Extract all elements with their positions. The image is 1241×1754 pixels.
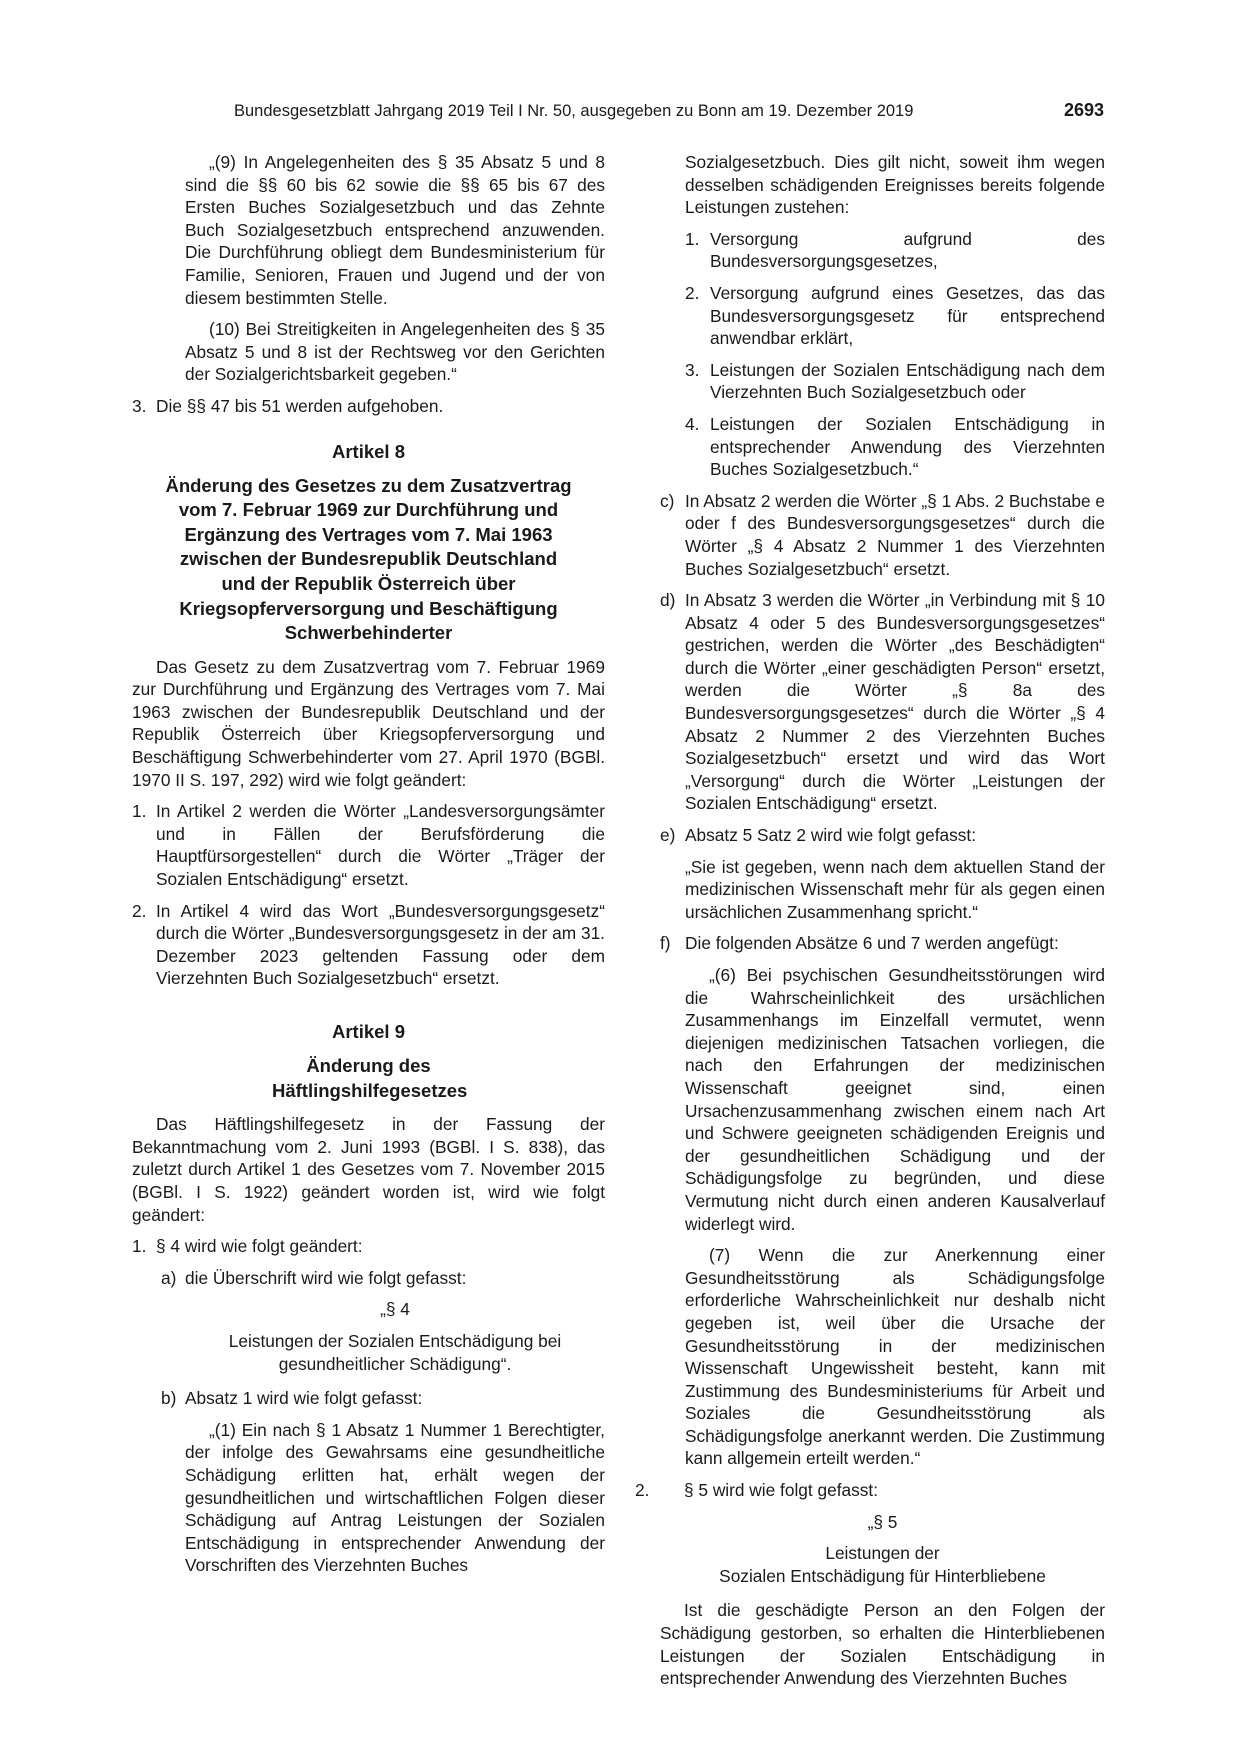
article-8-heading: Artikel 8 <box>331 440 405 462</box>
section-5-number: „§ 5 <box>867 1511 898 1532</box>
item-number: 2. <box>685 282 700 303</box>
sub-item-letter: f) <box>660 933 671 954</box>
right-column <box>635 151 1105 1699</box>
list-item <box>660 228 1105 273</box>
absatz-7-text: (7) Wenn die zur Anerkennung einer Gesundheitsstörung als Schädigungsfolge erforderliche Wahrscheinlichkeit nur deshalb nicht gegeben ist, weil über die Ursache der Gesundheitsstörung in der medizinischen Wissenschaft Ungewissheit besteht, kann mit Zustimmung des Bundesministeriums für Arbeit und Soziales die Gesundheitsstörung als Schädigungsfolge anerkannt werden. Die Zustimmung kann allgemein erteilt werden.“ <box>685 1245 1105 1469</box>
item-text: Leistungen der Sozialen Entschädigung nach dem Vierzehnten Buch Sozialgesetzbuch oder <box>710 359 1105 403</box>
sub-item-text: In Absatz 2 werden die Wörter „§ 1 Abs. 2 Buchstabe e oder f des Bundesversorgungsgesetzes“ durch die Wörter „§ 4 Absatz 2 Nummer 1 des Vierzehnten Buches Sozialgesetzbuch“ ersetzt. <box>685 490 1105 579</box>
item-text: Leistungen der Sozialen Entschädigung in entsprechender Anwendung des Vierzehnten Buches Sozialgesetzbuch.“ <box>710 413 1105 480</box>
sub-item <box>132 1267 605 1290</box>
item-text: Versorgung aufgrund des Bundesversorgungsgesetzes, <box>710 228 1105 272</box>
final-paragraph: Ist die geschädigte Person an den Folgen der Schädigung gestorben, so erhalten die Hinterbliebenen Leistungen der Sozialen Entschädigung in entsprechender Anwendung des Vierzehnten Buches <box>660 1600 1105 1689</box>
article-9-title: Änderung des Häftlingshilfegesetzes <box>272 1055 468 1101</box>
absatz-1-text: „(1) Ein nach § 1 Absatz 1 Nummer 1 Berechtigter, der infolge des Gewahrsams eine gesundheitliche Schädigung erlitten hat, erhält wegen der gesundheitlichen und wirtschaftlichen Folgen dieser Schädigung auf Antrag Leistungen der Sozialen Entschädigung in entsprechender Anwendung der Vorschriften des Vierzehnten Buches <box>185 1419 605 1576</box>
continuation-text: Sozialgesetzbuch. Dies gilt nicht, soweit ihm wegen desselben schädigenden Ereignisses bereits folgende Leistungen zustehen: <box>685 152 1105 218</box>
paragraph-10: (10) Bei Streitigkeiten in Angelegenheiten des § 35 Absatz 5 und 8 ist der Rechtsweg vor den Gerichten der Sozialgerichtsbarkeit gegeben.“ <box>185 319 605 385</box>
item-text: § 5 wird wie folgt gefasst: <box>684 1480 879 1501</box>
sub-item-letter: e) <box>660 825 676 846</box>
list-item <box>660 282 1105 350</box>
sub-item <box>132 1387 605 1410</box>
list-item <box>132 1235 605 1258</box>
left-column <box>132 151 605 1586</box>
item-number: 1. <box>132 801 147 822</box>
item-number: 1. <box>685 228 700 249</box>
sub-item <box>660 932 1105 955</box>
item-text: In Artikel 2 werden die Wörter „Landesversorgungsämter und in Fällen der Berufsförderung die Hauptfürsorgestellen“ durch die Wörter „Träger der Sozialen Entschädigung“ ersetzt. <box>156 801 605 890</box>
sub-item-letter: b) <box>161 1388 177 1409</box>
section-5-title-line-2: Sozialen Entschädigung für Hinterbliebene <box>719 1565 1046 1586</box>
sub-item-letter: a) <box>161 1267 177 1288</box>
paragraph-9: „(9) In Angelegenheiten des § 35 Absatz 5 und 8 sind die §§ 60 bis 62 sowie die §§ 65 bis 67 des Ersten Buches Sozialgesetzbuch und das Zehnte Buch Sozialgesetzbuch entsprechend anzuwenden. Die Durchführung obliegt dem Bundesministerium für Familie, Senioren, Frauen und Jugend und der von diesem bestimmten Stelle. <box>185 152 605 308</box>
list-item <box>660 413 1105 481</box>
article-8-intro: Das Gesetz zu dem Zusatzvertrag vom 7. Februar 1969 zur Durchführung und Ergänzung des Vertrages vom 7. Mai 1963 zwischen der Bundesrepublik Deutschland und der Republik Österreich über Kriegsopferversorgung und Beschäftigung Schwerbehinderter vom 27. April 1970 (BGBl. 1970 II S. 197, 292) wird wie folgt geändert: <box>132 656 605 790</box>
page-header <box>234 100 1104 126</box>
list-item <box>132 900 605 990</box>
list-item <box>660 359 1105 404</box>
item-text: Die §§ 47 bis 51 werden aufgehoben. <box>156 395 444 416</box>
article-9-heading: Artikel 9 <box>331 1021 405 1042</box>
section-4-title: Leistungen der Sozialen Entschädigung bei gesundheitlicher Schädigung“. <box>228 1330 562 1374</box>
sub-item <box>660 589 1105 815</box>
sub-item-text: die Überschrift wird wie folgt gefasst: <box>185 1267 467 1288</box>
item-number: 2. <box>635 1480 650 1501</box>
item-number: 3. <box>132 395 147 416</box>
list-item <box>635 1479 1105 1502</box>
article-9-intro: Das Häftlingshilfegesetz in der Fassung der Bekanntmachung vom 2. Juni 1993 (BGBl. I S. 838), das zuletzt durch Artikel 1 des Gesetzes vom 7. November 2015 (BGBl. I S. 1922) geändert worden ist, wird wie folgt geändert: <box>132 1114 605 1225</box>
item-text: Versorgung aufgrund eines Gesetzes, das das Bundesversorgungsgesetz für entsprechend anwendbar erklärt, <box>710 282 1105 349</box>
item-number: 1. <box>132 1236 147 1257</box>
sub-item <box>660 824 1105 847</box>
item-text: In Artikel 4 wird das Wort „Bundesversorgungsgesetz“ durch die Wörter „Bundesversorgungsgesetz in der am 31. Dezember 2023 geltenden Fassung oder dem Vierzehnten Buch Sozialgesetzbuch“ ersetzt. <box>156 900 605 989</box>
item-text: § 4 wird wie folgt geändert: <box>156 1236 363 1257</box>
page-number: 2693 <box>1063 100 1104 120</box>
sub-item-text: Absatz 5 Satz 2 wird wie folgt gefasst: <box>685 825 977 846</box>
item-number: 3. <box>685 359 700 380</box>
list-item <box>132 800 605 890</box>
sub-item-text: Absatz 1 wird wie folgt gefasst: <box>185 1388 423 1409</box>
item-number: 4. <box>685 413 700 434</box>
running-header: Bundesgesetzblatt Jahrgang 2019 Teil I Nr. 50, ausgegeben zu Bonn am 19. Dezember 2019 <box>234 102 914 120</box>
section-5-title-line-1: Leistungen der <box>825 1543 940 1564</box>
absatz-6-text: „(6) Bei psychischen Gesundheitsstörungen wird die Wahrscheinlichkeit des ursächlichen Zusammenhangs im Einzelfall vermutet, wenn diejenigen medizinischen Tatsachen vorliegen, die nach den Erfahrungen der medizinischen Wissenschaft geeignet sind, einen Ursachenzusammenhang zwischen einem nach Art und Schwere geeigneten schädigenden Ereignis und der gesundheitlichen Schädigung und der Schädigungsfolge zu begründen, und diese Vermutung nicht durch einen anderen Kausalverlauf widerlegt wird. <box>685 965 1105 1234</box>
sub-item-text: In Absatz 3 werden die Wörter „in Verbindung mit § 10 Absatz 4 oder 5 des Bundesversorgungsgesetzes“ gestrichen, werden die Wörter „des Beschädigten“ durch die Wörter „einer geschädigten Person“ ersetzt, werden die Wörter „§ 8a des Bundesversorgungsgesetzes“ durch die Wörter „§ 4 Absatz 2 Nummer 2 des Vierzehnten Buches Sozialgesetzbuch“ ersetzt und wird das Wort „Versorgung“ durch die Wörter „Leistungen der Sozialen Entschädigung“ ersetzt. <box>685 590 1105 814</box>
item-number: 2. <box>132 900 147 921</box>
sub-item <box>660 490 1105 580</box>
sub-item-letter: c) <box>660 490 675 511</box>
sub-item-letter: d) <box>660 590 676 611</box>
quoted-sentence: „Sie ist gegeben, wenn nach dem aktuellen Stand der medizinischen Wissenschaft mehr für als gegen einen ursächlichen Zusammenhang spricht.“ <box>685 856 1105 922</box>
article-8-title: Änderung des Gesetzes zu dem Zusatzvertrag vom 7. Februar 1969 zur Durchführung und Ergänzung des Vertrages vom 7. Mai 1963 zwischen der Bundesrepublik Deutschland und der Republik Österreich über Kriegsopferversorgung und Beschäftigung Schwerbehinderter <box>165 474 572 644</box>
section-4-number: „§ 4 <box>380 1299 410 1320</box>
list-item <box>132 395 605 418</box>
sub-item-text: Die folgenden Absätze 6 und 7 werden angefügt: <box>685 933 1059 954</box>
